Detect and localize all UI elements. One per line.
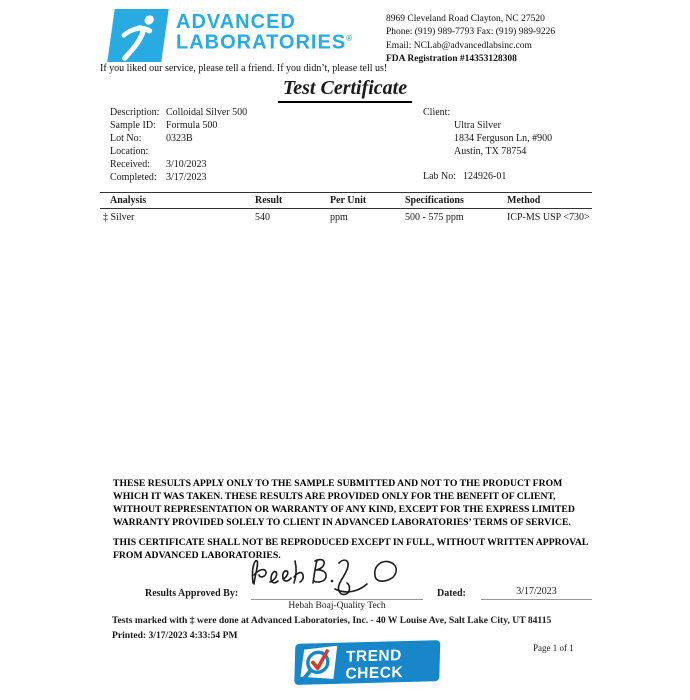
signature-line — [251, 599, 423, 600]
disclaimer-results: THESE RESULTS APPLY ONLY TO THE SAMPLE SUBMITTED AND NOT TO THE PRODUCT FROM WHICH IT WAS TAKEN. THESE RESULTS ARE PROVIDED ONLY FOR THE BENEFIT OF CLIENT, WITHOUT REPRESENTATION OR WARRANTY OF ANY KIND, EXCEPT FOR THE EXPRESS LIMITED WARRANTY PROVIDED SOLELY TO CLIENT IN ADVANCED LABORATORIES’ TERMS OF SERVICE. — [113, 478, 575, 528]
page-number: Page 1 of 1 — [533, 643, 574, 653]
lab-contact-block — [386, 13, 555, 67]
analysis-table — [100, 192, 592, 223]
cell-result: 540 — [255, 212, 270, 223]
col-per-unit: Per Unit — [330, 195, 367, 206]
col-result: Result — [255, 195, 283, 206]
sample-info-block — [110, 107, 247, 184]
cell-specifications: 500 - 575 ppm — [405, 212, 464, 223]
printed-timestamp: Printed: 3/17/2023 4:33:54 PM — [112, 630, 238, 641]
title-row — [0, 77, 690, 103]
service-tagline: If you liked our service, please tell a friend. If you didn’t, please tell us! — [100, 63, 388, 74]
signature-handwriting — [247, 551, 425, 598]
col-specifications: Specifications — [405, 195, 464, 206]
trend-text: TREND — [345, 647, 403, 666]
approval-date: 3/17/2023 — [516, 586, 557, 597]
results-approved-by-label: Results Approved By: — [145, 588, 239, 599]
table-row — [100, 209, 592, 223]
info-row-completed: Completed: 3/17/2023 — [110, 171, 207, 183]
lab-no-value: 124926-01 — [463, 171, 507, 182]
info-row-received: Received: 3/10/2023 — [110, 158, 207, 170]
trend-check-logo — [290, 640, 446, 693]
brand-line2: LABORATORIES® — [176, 31, 353, 54]
tests-footnote: Tests marked with ‡ were done at Advanced Laboratories, Inc. - 40 W Louise Ave, Salt Lake City, UT 84115 — [112, 615, 552, 626]
brand-wordmark — [176, 11, 353, 54]
lab-phone-fax: Phone: (919) 989-7793 Fax: (919) 989-9226 — [386, 27, 556, 38]
page-title: Test Certificate — [278, 77, 412, 103]
client-name: Ultra Silver — [454, 119, 501, 131]
lab-no-row — [423, 171, 506, 182]
table-header-row — [100, 193, 592, 209]
person-figure-icon — [107, 9, 168, 62]
date-line — [481, 599, 592, 600]
lab-no-label: Lab No: — [423, 171, 457, 182]
cell-analysis: ‡ Silver — [103, 212, 135, 223]
lab-email: Email: NCLab@advancedlabsinc.com — [386, 40, 532, 51]
signer-name: Hebah Boaj-Quality Tech — [288, 601, 386, 611]
disclaimer-reproduction: THIS CERTIFICATE SHALL NOT BE REPRODUCED EXCEPT IN FULL, WITHOUT WRITTEN APPROVAL FROM ADVANCED LABORATORIES. — [113, 537, 588, 561]
info-row-lot-no: Lot No: 0323B — [110, 132, 193, 144]
client-label: Client: — [423, 107, 451, 118]
dated-label: Dated: — [437, 588, 466, 599]
advanced-labs-logo — [107, 9, 168, 62]
info-row-sample-id: Sample ID: Formula 500 — [110, 119, 218, 131]
col-analysis: Analysis — [110, 195, 147, 206]
col-method: Method — [507, 195, 541, 206]
brand-line1: ADVANCED — [176, 11, 296, 33]
client-city: Austin, TX 78754 — [454, 145, 527, 157]
client-block — [423, 107, 552, 159]
client-street: 1834 Ferguson Ln, #900 — [454, 132, 553, 144]
cell-method: ICP-MS USP <730> — [507, 212, 590, 223]
registered-mark: ® — [346, 33, 353, 43]
check-text: CHECK — [345, 664, 404, 683]
info-row-description: Description: Colloidal Silver 500 — [110, 107, 248, 118]
fda-registration: FDA Registration #14353128308 — [386, 54, 517, 65]
cell-per-unit: ppm — [330, 212, 348, 223]
lab-address: 8969 Cleveland Road Clayton, NC 27520 — [386, 14, 545, 24]
info-row-location: Location: — [110, 145, 149, 157]
